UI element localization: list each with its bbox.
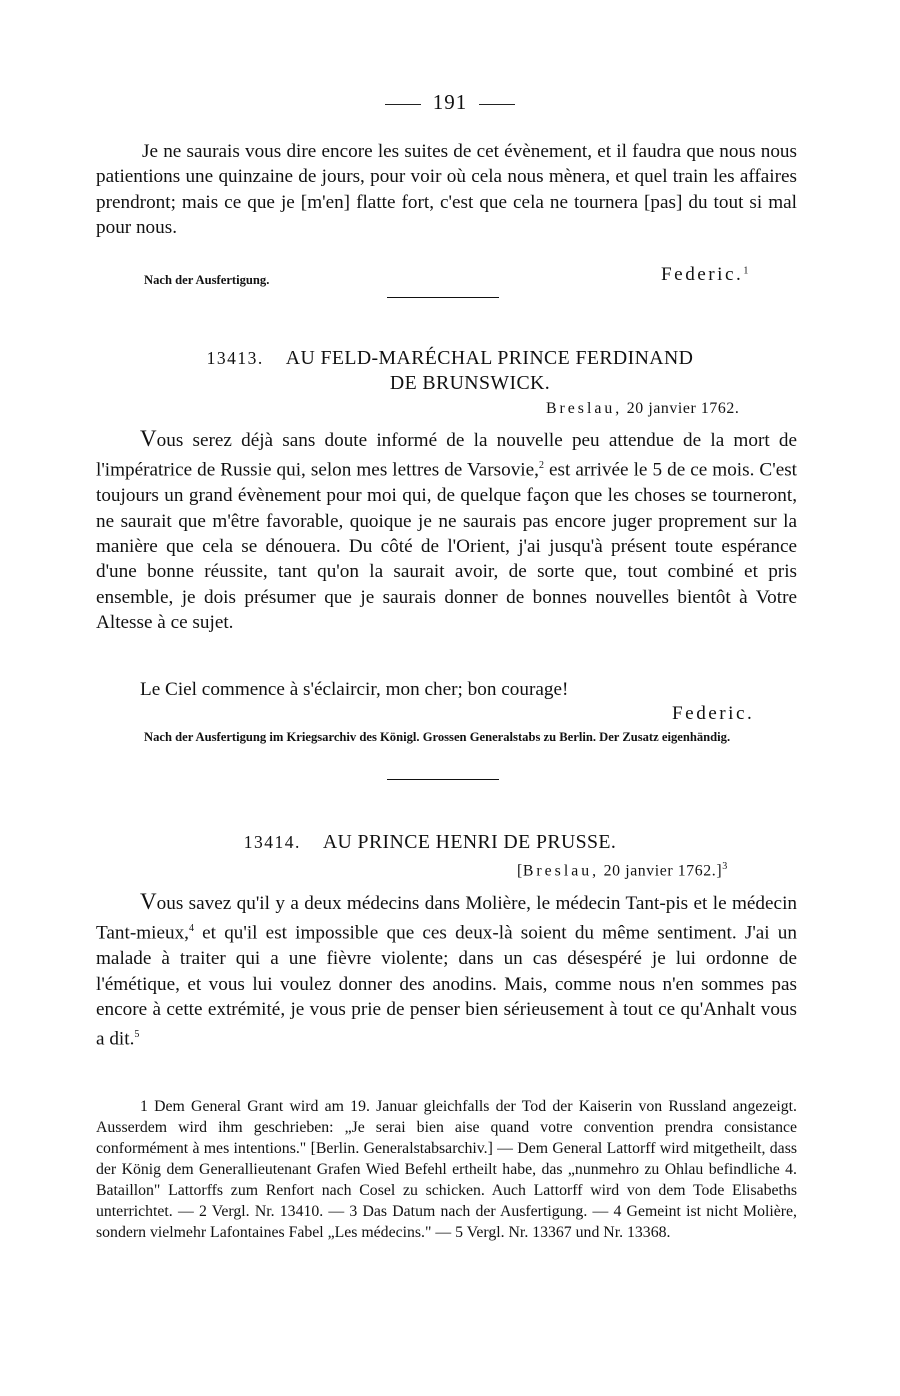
letter-13413-source-block <box>96 729 793 746</box>
footnotes-block <box>96 1096 797 1243</box>
letter-13413-recipient-line2: DE BRUNSWICK. <box>389 372 551 394</box>
letter-13414-text-2: et qu'il est impossible que ces deux-là soient du même sentiment. J'ai un malade à traiter qui a une fièvre violente; dans un cas désespéré je lui ordonne de l'émétique, et vous lui voulez donner des anodins. Mais, comme nous n'en sommes pas encore à cette extrémité, je vous prie de penser bien sérieusement à tout ce qu'Anhalt vous a dit. <box>96 922 797 1050</box>
page-number-dash-left <box>385 104 421 105</box>
letter-13414-initial: V <box>140 889 157 914</box>
letter-13414-date-place: Breslau, <box>522 862 600 880</box>
letter-13414-heading-text: AU PRINCE HENRI DE PRUSSE. <box>322 831 617 853</box>
footnote-ref-1: 1 <box>743 265 749 277</box>
letter-13413-heading-line1: AU FELD-MARÉCHAL PRINCE FERDINAND <box>285 347 694 369</box>
letter-13414-text-1: ous savez qu'il y a deux médecins dans Molière, le médecin Tant-pis et le médecin Tant-mieux, <box>96 893 797 944</box>
letter-13414-date-bracket: [ <box>517 862 523 880</box>
section-divider-1 <box>387 297 499 298</box>
letter-13413-date-place: Breslau, <box>546 400 623 417</box>
letter-13413-dateline <box>546 400 739 418</box>
letter-13413-postscript-block <box>96 677 797 702</box>
letter-13414-date: 20 janvier 1762.] <box>603 862 723 880</box>
letter-13413-signature-text: Federic. <box>672 703 755 724</box>
letter-13414-body <box>96 889 797 1052</box>
page-number-dash-right <box>479 104 515 105</box>
letter-13413-heading-line2 <box>0 371 900 396</box>
letter-13413-paragraph <box>96 426 797 636</box>
section-divider-2 <box>387 779 499 780</box>
letter-13413-postscript: Le Ciel commence à s'éclaircir, mon cher; bon courage! <box>140 679 569 700</box>
footnote-ref-2: 2 <box>538 460 544 472</box>
letter-13413-initial: V <box>140 426 157 451</box>
continuation-signature <box>661 264 748 286</box>
footnote-ref-5: 5 <box>134 1029 140 1041</box>
letter-13413-source: Nach der Ausfertigung im Kriegsarchiv des Königl. Grossen Generalstabs zu Berlin. Der Zusatz eigenhändig. <box>144 730 731 744</box>
continuation-source: Nach der Ausfertigung. <box>144 273 270 287</box>
continuation-signature-text: Federic. <box>661 264 744 285</box>
continuation-text: Je ne saurais vous dire encore les suites de cet évènement, et il faudra que nous nous patientions une quinzaine de jours, pour voir où cela nous mènera, et quel train les affaires prendront; mais ce que je [m'en] flatte fort, c'est que cela ne tournera [pas] du tout si mal pour nous. <box>96 141 797 239</box>
footnote-ref-3: 3 <box>722 861 728 872</box>
letter-13413-date: 20 janvier 1762. <box>626 400 740 417</box>
letter-13414-paragraph <box>96 889 797 1052</box>
letter-13413-signature <box>672 703 754 725</box>
footnotes-text: 1 Dem General Grant wird am 19. Januar gleichfalls der Tod der Kaiserin von Russland angezeigt. Ausserdem wird ihm geschrieben: „Je serai bien aise quand votre convention prendra consistance conformément à mes intentions." [Berlin. Generalstabsarchiv.] — Dem General Lattorff wird mitgetheilt, dass der König dem Generallieutenant Grafen Wied Befehl ertheilt habe, das „nunmehro zu Ohlau befindliche 4. Bataillon" Lattorffs zum Renfort nach Cosel zu schicken. Auch Lattorff wird von dem Tode Elisabeths unterrichtet. — 2 Vergl. Nr. 13410. — 3 Das Datum nach der Ausfertigung. — 4 Gemeint ist nicht Molière, sondern vielmehr Lafontaines Fabel „Les médecins." — 5 Vergl. Nr. 13367 und Nr. 13368. <box>96 1098 797 1241</box>
page-number-text: 191 <box>432 90 468 114</box>
letter-13413-heading <box>0 346 900 371</box>
footnote-ref-4: 4 <box>188 923 194 935</box>
continuation-block <box>96 139 797 241</box>
letter-13414-number: 13414. <box>243 832 301 852</box>
letter-13413-text-1: ous serez déjà sans doute informé de la nouvelle peu attendue de la mort de l'impératrice de Russie qui, selon mes lettres de Varsovie, <box>96 430 797 481</box>
letter-13413-text-2: est arrivée le 5 de ce mois. C'est toujours un grand évènement pour moi qui, de quelque façon que les choses se tourneront, ne saurait que m'être favorable, quoique je ne saurais pas encore juger proprement sur la manière que cela se dénouera. Du côté de l'Orient, j'ai jusqu'à présent toute espérance d'une bonne réussite, tant qu'on la saurait avoir, de sorte que, tout combiné et pris ensemble, je dois présumer que je saurais donner de bonnes nouvelles bientôt à Votre Altesse à ce sujet. <box>96 459 798 634</box>
letter-13413-body <box>96 426 797 636</box>
letter-13413-number: 13413. <box>206 348 264 368</box>
letter-13414-dateline <box>517 861 728 880</box>
page-number <box>0 90 900 115</box>
letter-13414-heading <box>0 830 900 855</box>
